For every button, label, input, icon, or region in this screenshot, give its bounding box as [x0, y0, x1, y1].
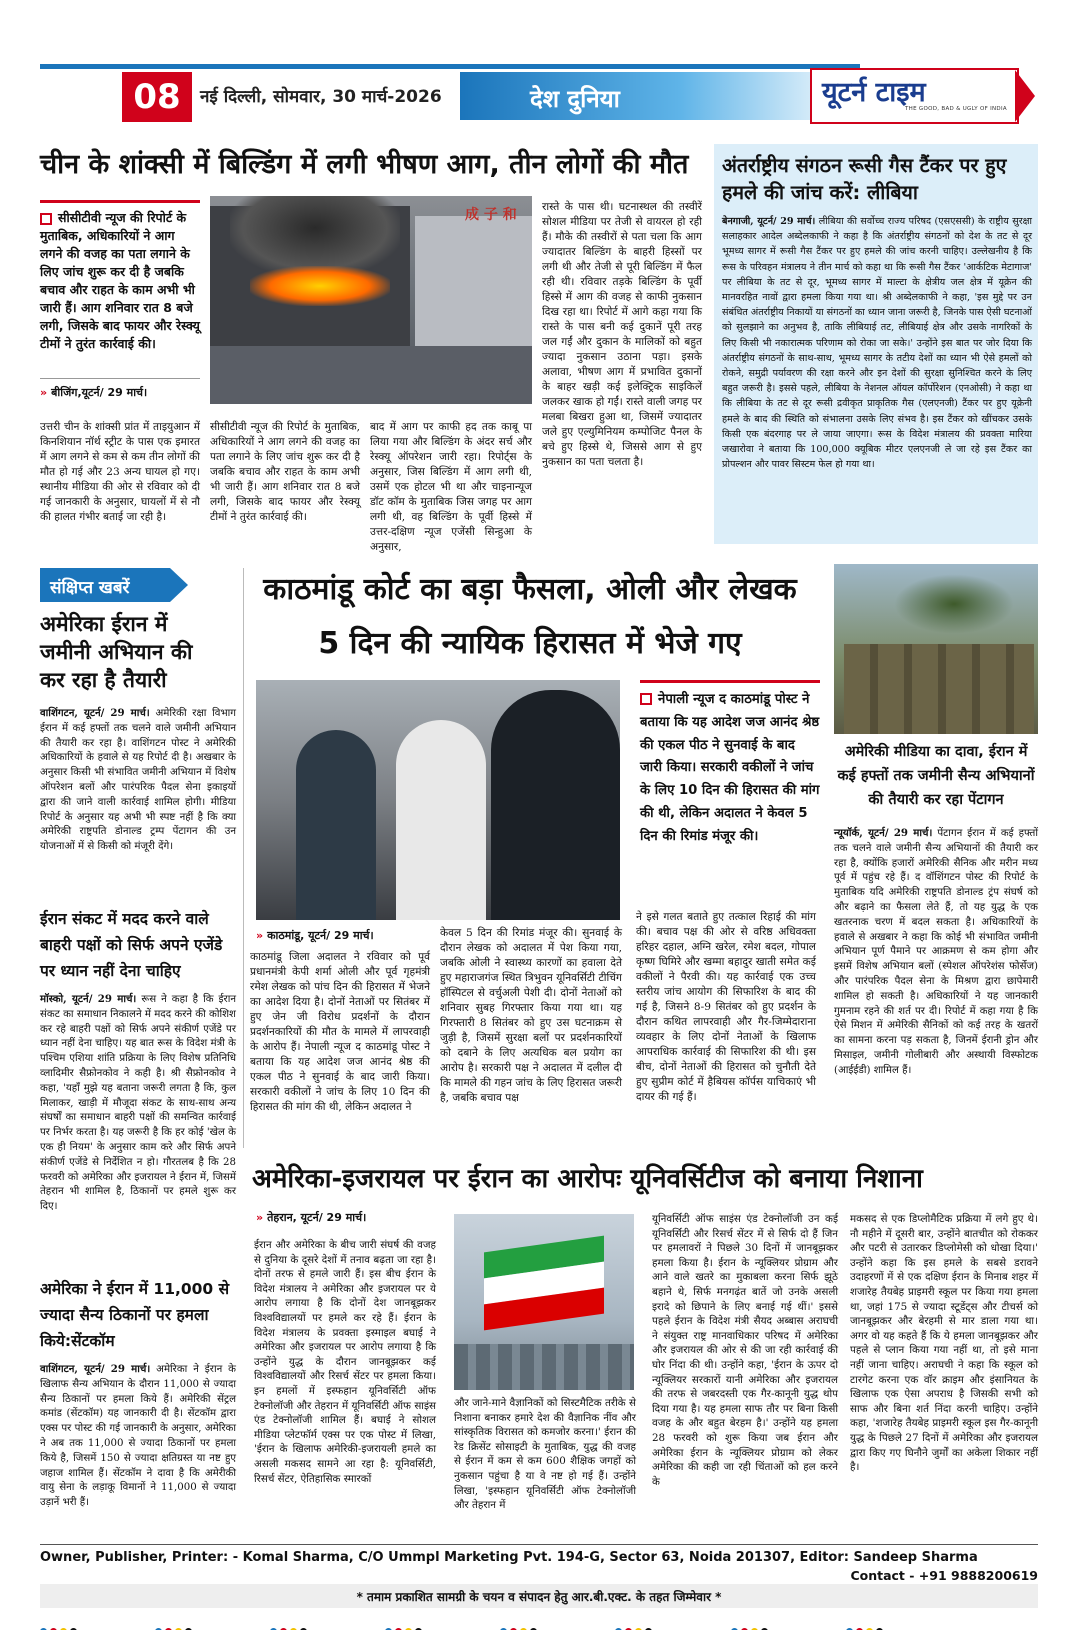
- kathmandu-dateline: » काठमांडू, यूटर्न/ 29 मार्च।: [256, 929, 374, 942]
- china-highlight: [40, 200, 200, 379]
- brief3-text: अमेरिका ने ईरान के खिलाफ सैन्य अभियान के दौरान 11,000 से ज्यादा सैन्य ठिकानों पर हमला किये हैं। अमेरिकी सेंट्रल कमांड (सेंटकॉम) यह जानकारी दी है। सेंटकॉम द्वारा एक्स पर पोस्ट की गई जानकारी के अनुसार, अमेरिका ने अब तक 11,000 से ज्यादा ठिकानों पर हमला किये है, जिसमें 150 से ज्यादा क्षतिग्रस्त या नष्ट हुए जहाज शामिल हैं। सेंटकॉम ने दावा है कि अमेरीकी वायु सेना के लड़ाकू विमानों ने 11,000 से ज्यादा उड़ानें भरी हैं।: [40, 1364, 236, 1509]
- universities-dateline: » तेहरान, यूटर्न/ 29 मार्च।: [256, 1211, 367, 1224]
- photo-soldiers: [844, 644, 1034, 734]
- brief-column-rule: [243, 568, 244, 1148]
- china-dateline: » बीजिंग,यूटर्न/ 29 मार्च।: [40, 378, 200, 400]
- kathmandu-headline-line1: काठमांडू कोर्ट का बड़ा फैसला, ओली और लेखक: [263, 572, 797, 607]
- brief2-body: [40, 992, 236, 1215]
- photo-person-center: [396, 720, 486, 920]
- libya-dateline: बेनगाजी, यूटर्न/ 29 मार्च।: [722, 216, 816, 227]
- section-banner: [460, 72, 860, 120]
- footer-rule: [40, 1544, 1038, 1545]
- pentagon-text: पेंटागन ईरान में कई हफ्तों तक चलने वाले जमीनी सैन्य अभियानों की तैयारी कर रहा है, क्योंकि हजारों अमेरिकी सैनिक और मरीन मध्य पूर्व में पहुंच रहे हैं। द वॉशिंगटन पोस्ट की रिपोर्ट के मुताबिक यदि अमेरिकी राष्ट्रपति डोनाल्ड ट्रंप संघर्ष को और बढ़ाने का फैसला लेते हैं, तो यह युद्ध के एक खतरनाक चरण में बदल सकता है। अधिकारियों के हवाले से अखबार ने कहा कि कोई भी संभावित जमीनी अभियान पूर्ण पैमाने पर आक्रमण से कम होगा और इसमें विशेष अभियान बलों (स्पेशल ऑपरेशंस फोर्सेज) और पारंपरिक पैदल सेना के मिश्रण द्वारा छापेमारी शामिल हो सकती है। अधिकारियों ने यह जानकारी गुमनाम रहने की शर्त पर दी। रिपोर्ट में कहा गया है कि ऐसे मिशन में अमेरिकी सैनिकों को कई तरह के खतरों का सामना करना पड़ सकता है, जिनमें ईरानी ड्रोन और मिसाइल, जमीनी गोलीबारी और अस्थायी विस्फोटक (आईईडी) शामिल हैं।: [834, 828, 1038, 1076]
- brief2-text: रूस ने कहा है कि ईरान संकट का समाधान निकालने में मदद करने की कोशिश कर रहे बाहरी पक्षों को सिर्फ अपने संकीर्ण एजेंडे पर ध्यान नहीं देना चाहिए। यह बात रूस के विदेश मंत्री के पश्चिम एशिया शांति प्रक्रिया के लिए विशेष प्रतिनिधि व्लादिमीर सैफ्रोनकोव ने कही है। श्री सैफ्रोनकोव ने कहा, 'यहाँ मुझे यह बताना जरूरी लगता है कि, कुल मिलाकर, खाड़ी में मौजूदा संकट के साथ-साथ अन्य संघर्षों का समाधान बाहरी पक्षों की समन्वित कार्रवाई पर निर्भर करता है। यह जरूरी है कि हर कोई 'खेल के एक ही नियम' के अनुसार काम करे और सिर्फ अपने संकीर्ण एजेंडे से निर्देशित न हो। गौरतलब है कि 28 फरवरी को अमेरिका और इजरायल ने ईरान में, जिसमें तेहरान भी शामिल है, ठिकानों पर हमले शुरू कर दिए।: [40, 994, 236, 1213]
- pentagon-headline: अमेरिकी मीडिया का दावा, ईरान में कई हफ्तों तक जमीनी सैन्य अभियानों की तैयारी कर रहा पेंटागन: [837, 744, 1035, 808]
- kathmandu-highlight: [640, 680, 820, 849]
- photo-street: [210, 346, 532, 404]
- china-headline: चीन के शांक्सी में बिल्डिंग में लगी भीषण आग, तीन लोगों की मौत: [40, 149, 689, 180]
- photo-building-right: [415, 216, 532, 346]
- photo-city-skyline: [454, 1344, 634, 1390]
- brief2-dateline: मॉस्को, यूटर्न/ 29 मार्च।: [40, 993, 137, 1005]
- header-dateline: नई दिल्ली, सोमवार, 30 मार्च-2026: [200, 87, 442, 107]
- china-fire-photo: [210, 196, 532, 404]
- universities-col3: यूनिवर्सिटी ऑफ साइंस एंड टेक्नोलॉजी उन कई यूनिवर्सिटी और रिसर्च सेंटर में से सिर्फ दो हैं जिन पर हमलावरों ने पिछले 30 दिनों में जानबूझकर हमला किया है। ईरान के न्यूक्लियर प्रोग्राम और आने वाले खतरे का मुकाबला करना सिर्फ झूठे बहाने थे, सिर्फ मनगढ़ंत बातें जो उनके असली इरादे को छिपाने के लिए बनाई गई थीं।' इससे पहले ईरान के विदेश मंत्री सैयद अब्बास अराघची ने संयुक्त राष्ट्र मानवाधिकार परिषद में अमेरिका और इजरायल की ओर से की जा रही कार्रवाई की घोर निंदा की थी। उन्होंने कहा, 'ईरान के ऊपर दो न्यूक्लियर सरकारों यानी अमेरिका और इजरायल की तरफ से जबरदस्ती एक गैर-कानूनी युद्ध थोप दिया गया है। यह हमला साफ तौर पर बिना किसी वजह के और बहुत बेरहम है।' उन्होंने यह हमला 28 फरवरी को शुरू किया जब ईरान और अमेरिका ईरान के न्यूक्लियर प्रोग्राम को लेकर अमेरिका की कही जा रही चिंताओं को हल करने के: [652, 1213, 838, 1488]
- header-top-rule: [40, 64, 860, 69]
- china-col1: उत्तरी चीन के शांक्सी प्रांत में ताइयुआन में किनशियान नॉर्थ स्ट्रीट के पास एक इमारत में आग लगने से कम से कम तीन लोगों की मौत हो गई और 23 अन्य घायल हो गए। स्थानीय मीडिया की ओर से रविवार को दी गई जानकारी के अनुसार, घायलों में से नौ की हालत गंभीर बताई जा रही है।: [40, 421, 200, 523]
- brief1-headline: अमेरिका ईरान में जमीनी अभियान की कर रहा है तैयारी: [40, 612, 193, 692]
- logo-arrow-icon: [1015, 70, 1035, 122]
- photo-person-left: [296, 730, 376, 920]
- brief1-dateline: वाशिंगटन, यूटर्न/ 29 मार्च।: [40, 707, 150, 719]
- color-registration-dots: [40, 1620, 1038, 1630]
- footer-disclaimer: * तमाम प्रकाशित सामग्री के चयन व संपादन हेतु आर.बी.एक्ट. के तहत जिम्मेवार *: [356, 1590, 722, 1604]
- brief3-body: [40, 1362, 236, 1511]
- brief3-dateline: वाशिंगटन, यूटर्न/ 29 मार्च।: [40, 1363, 151, 1375]
- libya-body: [722, 214, 1032, 472]
- kathmandu-col1: काठमांडू जिला अदालत ने रविवार को पूर्व प्रधानमंत्री केपी शर्मा ओली और पूर्व गृहमंत्री रमेश लेखक को पांच दिन की हिरासत में भेजने का आदेश दिया है। दोनों नेताओं पर सितंबर में हुए जेन जी विरोध प्रदर्शनों के दौरान प्रदर्शनकारियों की मौत के मामले में लापरवाही के आरोप हैं। नेपाली न्यूज द काठमांडू पोस्ट ने बताया कि यह आदेश जज आनंद श्रेष्ठ की एकल पीठ ने सुनवाई के बाद जारी किया। सरकारी वकीलों ने जांच के लिए 10 दिन की हिरासत की मांग की थी, लेकिन अदालत ने: [250, 951, 430, 1113]
- brief2-headline: ईरान संकट में मदद करने वाले बाहरी पक्षों को सिर्फ अपने एजेंडे पर ध्यान नहीं देना चाहिए: [40, 910, 223, 980]
- brief3-headline: अमेरिका ने ईरान में 11,000 से ज्यादा सैन्य ठिकानों पर हमला किये:सेंटकॉम: [40, 1280, 230, 1350]
- footer-imprint: Owner, Publisher, Printer: - Komal Sharma, C/O Ummpl Marketing Pvt. 194-G, Sector 63, Noida 201307, Editor: Sandeep Sharma: [40, 1550, 978, 1565]
- china-col3: बाद में आग पर काफी हद तक काबू पा लिया गया और बिल्डिंग के अंदर सर्च और रेस्क्यू ऑपरेशन जारी रहा। रिपोर्ट्स के अनुसार, जिस बिल्डिंग में आग लगी थी, उसमें एक होटल भी था और चाइनान्यूज डॉट कॉम के मुताबिक जिस जगह पर आग लगी थी, वह बिल्डिंग के पूर्वी हिस्से में उत्तर-दक्षिण न्यूज एजेंसी सिन्हुआ के अनुसार,: [370, 421, 532, 553]
- brief-label-tab: [40, 568, 170, 602]
- brief-label: संक्षिप्त खबरें: [50, 578, 130, 598]
- kathmandu-highlight-text: नेपाली न्यूज द काठमांडू पोस्ट ने बताया कि यह आदेश जज आनंद श्रेष्ठ की एकल पीठ ने सुनवाई के बाद जारी किया। सरकारी वकीलों ने जांच के लिए 10 दिन की हिरासत की मांग की थी, लेकिन अदालत ने केवल 5 दिन की रिमांड मंजूर की।: [640, 692, 820, 844]
- page-number: 08: [133, 77, 181, 117]
- footer-contact: Contact - +91 9888200619: [850, 1568, 1038, 1583]
- universities-col1: ईरान और अमेरिका के बीच जारी संघर्ष की वजह से दुनिया के दूसरे देशों में तनाव बढ़ता जा रहा है। दोनों तरफ से हमले जारी हैं। इस बीच ईरान के विदेश मंत्रालय ने अमेरिका और इजरायल पर ये आरोप लगाया है कि दोनों देश जानबूझकर विश्वविद्यालयों पर हमले कर रहे हैं। ईरान के विदेश मंत्रालय के प्रवक्ता इस्माइल बघाई ने अमेरिका और इजरायल पर आरोप लगाया है कि उन्होंने युद्ध के दौरान जानबूझकर कई विश्वविद्यालयों और रिसर्च सेंटर पर हमला किया। इन हमलों में इस्फहान यूनिवर्सिटी ऑफ टेक्नोलॉजी और तेहरान में यूनिवर्सिटी ऑफ साइंस एंड टेक्नोलॉजी शामिल हैं। बघाई ने सोशल मीडिया प्लेटफॉर्म एक्स पर एक पोस्ट में लिखा, 'ईरान के खिलाफ अमेरिकी-इजरायली हमले का असली मकसद सामने आ रहा है: यूनिवर्सिटी, रिसर्च सेंटर, ऐतिहासिक स्मारकों: [254, 1239, 436, 1485]
- china-highlight-text: सीसीटीवी न्यूज की रिपोर्ट के मुताबिक, अधिकारियों ने आग लगने की वजह का पता लगाने के लिए जांच शुरू कर दी है जबकि बचाव और राहत के काम अभी भी जारी हैं। आग शनिवार रात 8 बजे लगी, जिसके बाद फायर और रेस्क्यू टीमों ने तुरंत कार्रवाई की।: [40, 210, 200, 351]
- libya-body-text: लीबिया की सर्वोच्च राज्य परिषद (एसएससी) के राष्ट्रीय सुरक्षा सलाहकार आदेल अब्देलकाफी ने कहा है कि अंतर्राष्ट्रीय संगठनों को देश के तट से दूर भूमध्य सागर में रूसी गैस टैंकर पर हुए हमले की जांच करनी चाहिए। उल्लेखनीय है कि रूस के परिवहन मंत्रालय ने तीन मार्च को कहा था कि रूसी गैस टैंकर 'आर्कटिक मेटागाज' पर लीबिया के तट से दूर, भूमध्य सागर में माल्टा के क्षेत्रीय जल क्षेत्र में यूक्रेन की मानवरहित नावों द्वारा हमला किया गया था। श्री अब्देलकाफी ने कहा, 'इस मुद्दे पर उन संबंधित अंतर्राष्ट्रीय निकायों या संगठनों का ध्यान जाना जरूरी है, जिनके पास ऐसी घटनाओं को सुलझाने का अनुभव है, ताकि लीबियाई तट, लीबियाई क्षेत्र और उसके नागरिकों के लिए किसी भी नकारात्मक परिणाम को रोका जा सके।' उन्होंने इस बात पर जोर दिया कि अंतर्राष्ट्रीय संगठनों के साथ-साथ, भूमध्य सागर के तटीय देशों का ध्यान भी ऐसे हमलों को रोकने, समुद्री पर्यावरण की रक्षा करने और इन देशों की सुरक्षा सुनिश्चित करने के लिए बहुत जरूरी है। इससे पहले, लीबिया के नेशनल ऑयल कॉर्पोरेशन (एनओसी) ने कहा था कि लीबिया के तट से दूर रूसी द्रवीकृत प्राकृतिक गैस (एलएनजी) टैंकर पर हुए यूक्रेनी हमले के बाद की स्थिति को संभालना उसके लिए संभव है। इस टैंकर को खींचकर उसके किसी एक बंदरगाह पर ले जाया जाएगा। रूस के विदेश मंत्रालय की प्रवक्ता मारिया जखारोवा ने बताया कि 100,000 क्यूबिक मीटर एलएनजी ले जा रहे इस टैंकर का प्रोपल्शन और पावर सिस्टम फेल हो गया था।: [722, 216, 1033, 471]
- page-header: [40, 64, 1038, 122]
- photo-flames: [250, 266, 390, 306]
- pentagon-troops-photo: [834, 564, 1038, 734]
- brief-label-arrow-icon: [170, 568, 188, 602]
- kathmandu-court-photo: [256, 680, 620, 920]
- pentagon-body: [834, 826, 1038, 1079]
- kathmandu-col2: केवल 5 दिन की रिमांड मंजूर की। सुनवाई के दौरान लेखक को अदालत में पेश किया गया, जबकि ओली ने स्वास्थ्य कारणों का हवाला देते हुए महाराजगंज स्थित त्रिभुवन यूनिवर्सिटी टीचिंग हॉस्पिटल से वर्चुअली पेशी दी। दोनों नेताओं को शनिवार सुबह गिरफ्तार किया गया था। यह गिरफ्तारी 8 सितंबर को हुए उस घटनाक्रम से जुड़ी है, जिसमें सुरक्षा बलों पर प्रदर्शनकारियों को दबाने के लिए अत्यधिक बल प्रयोग का आरोप है। सरकारी पक्ष ने अदालत में दलील दी कि मामले की गहन जांच के लिए हिरासत जरूरी है, जबकि बचाव पक्ष: [440, 927, 622, 1104]
- section-title: देश दुनिया: [530, 85, 620, 113]
- logo-block: [810, 68, 1038, 122]
- photo-smoke: [230, 196, 400, 276]
- bullet-square-icon: [40, 213, 52, 225]
- logo-tagline: THE GOOD, BAD & UGLY OF INDIA: [905, 106, 1007, 112]
- photo-sign: 成 子 和: [465, 207, 517, 223]
- brief1-text: अमेरिकी रक्षा विभाग ईरान में कई हफ्तों तक चलने वाले जमीनी अभियान की तैयारी कर रहा है। वाशिंगटन पोस्ट ने अमेरिकी अधिकारियों के हवाले से यह रिपोर्ट दी है। अखबार के अनुसार किसी भी संभावित जमीनी अभियान में विशेष ऑपरेशन बलों और पारंपरिक पैदल सेना इकाइयों द्वारा की जाने वाली कार्रवाई शामिल होगी। मीडिया रिपोर्ट के अनुसार यह अभी भी स्पष्ट नहीं है कि क्या अमेरिकी राष्ट्रपति डोनाल्ड ट्रम्प पेंटागन की उन योजनाओं में से किसी को मंजूरी देंगे।: [40, 708, 236, 853]
- kathmandu-headline-line2: 5 दिन की न्यायिक हिरासत में भेजे गए: [318, 626, 742, 661]
- pentagon-dateline: न्यूयॉर्क, यूटर्न/ 29 मार्च।: [834, 827, 933, 839]
- photo-palm-trees: [894, 574, 1014, 634]
- china-col2: सीसीटीवी न्यूज की रिपोर्ट के मुताबिक, अधिकारियों ने आग लगने की वजह का पता लगाने के लिए जांच शुरू कर दी है जबकि बचाव और राहत के काम अभी भी जारी हैं। आग शनिवार रात 8 बजे लगी, जिसके बाद फायर और रेस्क्यू टीमों ने तुरंत कार्रवाई की।: [210, 421, 360, 523]
- libya-headline: अंतर्राष्ट्रीय संगठन रूसी गैस टैंकर पर हुए हमले की जांच करें: लीबिया: [722, 154, 1007, 204]
- universities-col4: मकसद से एक डिप्लोमैटिक प्रक्रिया में लगे हुए थे। नौ महीने में दूसरी बार, उन्होंने बातचीत को रोककर और पटरी से उतारकर डिप्लोमेसी को धोखा दिया।' उन्होंने कहा कि इस हमले के सबसे डरावने उदाहरणों में से एक दक्षिण ईरान के मिनाब शहर में शजारेह तैयबेह प्राइमरी स्कूल पर किया गया हमला था, जहां 175 से ज्यादा स्टूडेंट्स और टीचर्स को जानबूझकर और बेरहमी से मार डाला गया था। अगर वो यह कहते हैं कि ये हमला जानबूझकर और पहले से प्लान किया गया नहीं था, तो इसे माना नहीं जाना चाहिए। अराघची ने कहा कि स्कूल को टारगेट करना एक वॉर क्राइम और इंसानियत के खिलाफ एक ऐसा अपराध है जिसकी सभी को साफ और बिना शर्त निंदा करनी चाहिए। उन्होंने कहा, 'शजारेह तैयबेह प्राइमरी स्कूल इस गैर-कानूनी युद्ध के पिछले 27 दिनों में अमेरिका और इजरायल द्वारा किए गए घिनौने जुर्मों का अकेला शिकार नहीं है।: [850, 1213, 1038, 1474]
- china-col4: रास्ते के पास थी। घटनास्थल की तस्वीरें सोशल मीडिया पर तेजी से वायरल हो रही हैं। मौके की तस्वीरों से पता चला कि आग ज्यादातर बिल्डिंग के बाहरी हिस्सों पर लगी थी और तेजी से पूरी बिल्डिंग में फैल रही थी। रविवार तड़के बिल्डिंग के पूर्वी हिस्से में आग की वजह से काफी नुकसान दिख रहा था। रिपोर्ट में आगे कहा गया कि रास्ते के पास बनी कई दुकानें पूरी तरह जल गईं और दुकान के मालिकों को बहुत ज्यादा नुकसान उठाना पड़ा। इसके अलावा, भीषण आग में प्रभावित दुकानों के बाहर खड़ी कई इलेक्ट्रिक साइकिलें जलकर खाक हो गईं। रास्ते वाली जगह पर मलबा बिखरा हुआ था, जिसमें ज्यादातर जले हुए एल्युमिनियम कम्पोजिट पैनल के बचे हुए हिस्से थे, जिससे आग से हुए नुकसान का पता चलता है।: [542, 201, 702, 468]
- brief1-body: [40, 706, 236, 855]
- page-number-box: [122, 72, 192, 122]
- universities-col2: और जाने-माने वैज्ञानिकों को सिस्टमैटिक तरीके से निशाना बनाकर हमारे देश की वैज्ञानिक नींव और सांस्कृतिक विरासत को कमजोर करना।' ईरान की रेड क्रिसेंट सोसाइटी के मुताबिक, युद्ध की वजह से ईरान में कम से कम 600 शैक्षिक जगहों को नुकसान पहुंचा है या वे नष्ट हो गई हैं। उन्होंने लिखा, 'इस्फहान यूनिवर्सिटी ऑफ टेक्नोलॉजी और तेहरान में: [454, 1397, 636, 1512]
- photo-person-right: [491, 690, 620, 920]
- iran-flag-photo: [454, 1214, 634, 1390]
- logo-text: यूटर्न टाइम: [822, 77, 926, 108]
- bullet-square-icon: [640, 693, 652, 705]
- kathmandu-col3: ने इसे गलत बताते हुए तत्काल रिहाई की मांग की। बचाव पक्ष की ओर से वरिष्ठ अधिवक्ता हरिहर दहाल, अग्नि खरेल, रमेश बदल, गोपाल कृष्ण घिमिरे और खम्मा बहादुर खाती समेत कई वकीलों ने पैरवी की। यह कार्रवाई एक उच्च स्तरीय जांच आयोग की सिफारिश के बाद की गई है, जिसने 8-9 सितंबर को हुए प्रदर्शन के दौरान कथित लापरवाही और गैर-जिम्मेदाराना व्यवहार के लिए दोनों नेताओं के खिलाफ आपराधिक कार्रवाई की सिफारिश की थी। इस बीच, दोनों नेताओं की हिरासत को चुनौती देते हुए सुप्रीम कोर्ट में हैबियस कॉर्पस याचिकाएं भी दायर की गई हैं।: [636, 911, 816, 1103]
- universities-headline: अमेरिका-इजरायल पर ईरान का आरोपः यूनिवर्सिटीज को बनाया निशाना: [252, 1164, 923, 1194]
